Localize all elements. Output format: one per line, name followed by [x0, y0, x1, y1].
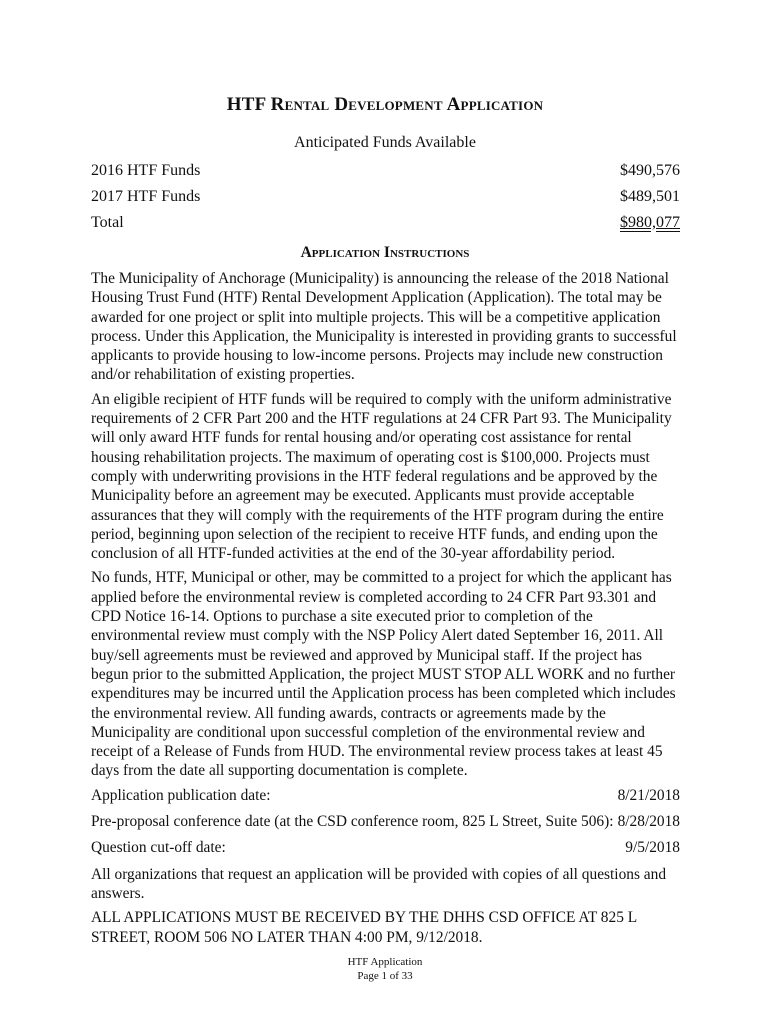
page-footer — [0, 955, 770, 983]
date-label: Question cut-off date: — [91, 839, 226, 857]
date-row — [91, 786, 680, 805]
date-row — [91, 812, 680, 831]
date-value: 8/21/2018 — [617, 786, 680, 804]
paragraph: An eligible recipient of HTF funds will be required to comply with the uniform administrative requirements of 2 CFR Part 200 and the HTF regulations at 24 CFR Part 93. The Municipality will only award HTF funds for rental housing and/or operating cost assistance for rental housing rehabilitation projects. The maximum of operating cost is $100,000. Projects must comply with underwriting provisions in the HTF federal regulations and be approved by the Municipality before an agreement may be executed. Applicants must provide acceptable assurances that they will comply with the requirements of the HTF program during the entire period, beginning upon selection of the recipient to receive HTF funds, and ending upon the conclusion of all HTF-funded activities at the end of the 30-year affordability period. — [91, 390, 672, 563]
fund-row — [91, 184, 680, 210]
fund-label: 2016 HTF Funds — [91, 162, 201, 179]
paragraph: The Municipality of Anchorage (Municipality) is announcing the release of the 2018 National Housing Trust Fund (HTF) Rental Development Application (Application). The total may be awarded for one project or split into multiple projects. This will be a competitive application process. Under this Application, the Municipality is interested in providing grants to successful applicants to provide housing to low-income persons. Projects may include new construction and/or rehabilitation of existing properties. — [91, 270, 677, 384]
page-number: Page 1 of 33 — [357, 970, 413, 982]
fund-amount: $490,576 — [620, 162, 680, 179]
funds-subtitle: Anticipated Funds Available — [294, 134, 476, 151]
section-heading: Application Instructions — [300, 244, 470, 261]
document-body — [91, 269, 680, 952]
date-label: Application publication date: — [91, 786, 271, 804]
date-value: 8/28/2018 — [617, 813, 680, 831]
fund-total-label: Total — [91, 214, 124, 231]
fund-amount: $489,501 — [620, 188, 680, 205]
funds-table — [91, 158, 680, 236]
paragraph: No funds, HTF, Municipal or other, may be committed to a project for which the applicant has applied before the environmental review is completed according to 24 CFR Part 93.301 and CPD Notice 16-14. Options to purchase a site executed prior to completion of the environmental review must comply with the NSP Policy Alert dated September 16, 2011. All buy/sell agreements must be reviewed and approved by Municipal staff. If the project has begun prior to the submitted Application, the project MUST STOP ALL WORK and no further expenditures may be incurred until the Application process has been completed which includes the environmental review. All funding awards, contracts or agreements made by the Municipality are conditional upon successful completion of the environmental review and receipt of a Release of Funds from HUD. The environmental review process takes at least 45 days from the date all supporting documentation is complete. — [91, 569, 676, 780]
fund-total-row — [91, 210, 680, 236]
closing-paragraph: ALL APPLICATIONS MUST BE RECEIVED BY THE DHHS CSD OFFICE AT 825 L STREET, ROOM 506 NO LATER THAN 4:00 PM, 9/12/2018. — [91, 909, 637, 946]
document-title: HTF Rental Development Application — [226, 94, 544, 115]
date-value: 9/5/2018 — [625, 839, 680, 857]
note-paragraph: All organizations that request an application will be provided with copies of all questions and answers. — [91, 865, 667, 902]
fund-label: 2017 HTF Funds — [91, 188, 201, 205]
fund-total-amount: $980,077 — [620, 214, 680, 231]
footer-title: HTF Application — [347, 956, 423, 968]
date-label: Pre-proposal conference date (at the CSD conference room, 825 L Street, Suite 506): — [91, 813, 614, 831]
fund-row — [91, 158, 680, 184]
date-row — [91, 838, 680, 857]
